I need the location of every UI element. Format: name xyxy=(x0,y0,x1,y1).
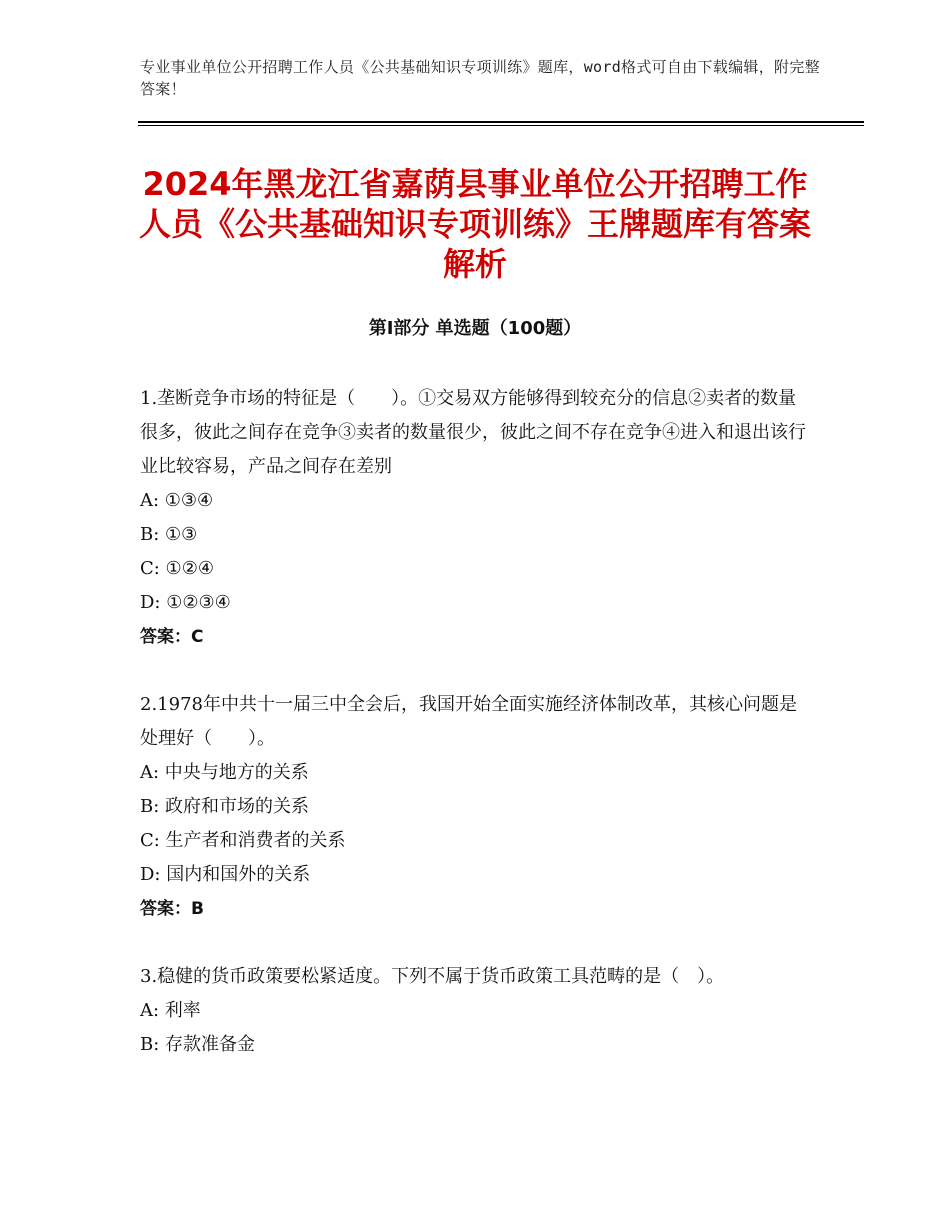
option-b: B: 存款准备金 xyxy=(140,1034,256,1055)
header-rule-thin xyxy=(138,125,864,126)
answer: 答案：C xyxy=(140,627,204,647)
question-list xyxy=(140,382,810,1096)
header-rule-thick xyxy=(138,121,864,123)
question-3 xyxy=(140,960,810,1062)
document-title: 2024年黑龙江省嘉荫县事业单位公开招聘工作人员《公共基础知识专项训练》王牌题库有答案解析 xyxy=(138,165,811,283)
option-a: A: 中央与地方的关系 xyxy=(140,762,309,783)
option-a: A: ①③④ xyxy=(140,490,214,511)
question-1 xyxy=(140,382,810,654)
option-c: C: 生产者和消费者的关系 xyxy=(140,830,346,851)
answer: 答案：B xyxy=(140,899,204,919)
header-note: 专业事业单位公开招聘工作人员《公共基础知识专项训练》题库，word格式可自由下载编辑，附完整答案！ xyxy=(140,58,820,98)
option-a: A: 利率 xyxy=(140,1000,201,1021)
option-b: B: 政府和市场的关系 xyxy=(140,796,310,817)
option-d: D: ①②③④ xyxy=(140,592,231,613)
question-stem: 3.稳健的货币政策要松紧适度。下列不属于货币政策工具范畴的是（ ）。 xyxy=(140,966,725,987)
option-b: B: ①③ xyxy=(140,524,198,545)
option-c: C: ①②④ xyxy=(140,558,214,579)
question-stem: 2.1978年中共十一届三中全会后，我国开始全面实施经济体制改革，其核心问题是处理好（ ）。 xyxy=(140,694,797,749)
question-2 xyxy=(140,688,810,926)
section-title: 第I部分 单选题（100题） xyxy=(368,318,582,339)
option-d: D: 国内和国外的关系 xyxy=(140,864,311,885)
question-stem: 1.垄断竞争市场的特征是（ ）。①交易双方能够得到较充分的信息②卖者的数量很多，彼此之间存在竞争③卖者的数量很少，彼此之间不存在竞争④进入和退出该行业比较容易，产品之间存在差别 xyxy=(140,388,806,477)
